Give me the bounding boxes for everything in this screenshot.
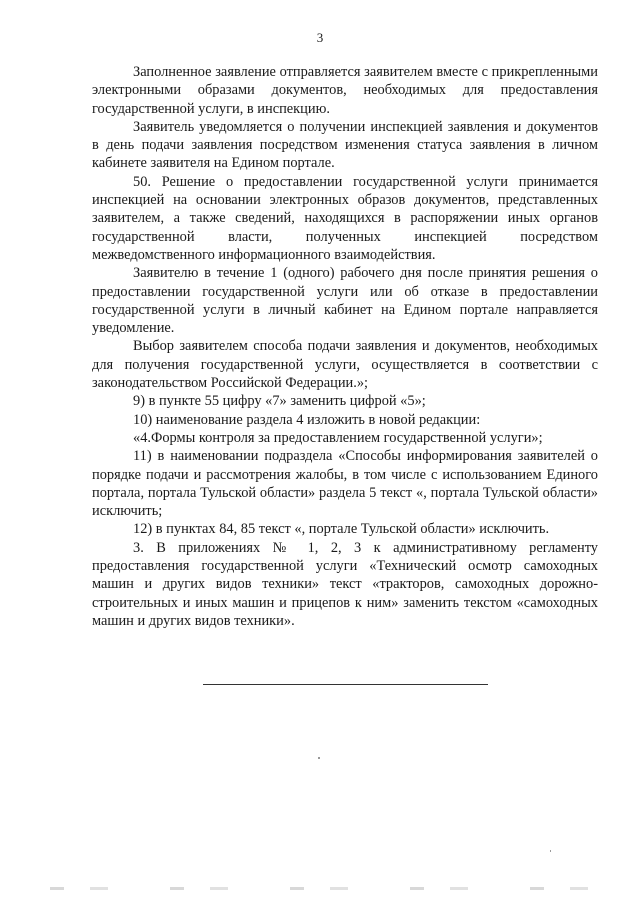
paragraph-notification: Заявителю в течение 1 (одного) рабочего дня после принятия решения о предоставлении государственной услуги или об отказе в предоставлении государственной услуги в личный кабинет на Едином портале направляется уведомление. (92, 265, 598, 337)
scan-speck (318, 757, 320, 759)
paragraph-item-9: 9) в пункте 55 цифру «7» заменить цифрой «5»; (133, 393, 426, 410)
paragraph-item-10: 10) наименование раздела 4 изложить в новой редакции: (133, 411, 481, 428)
paragraph-submission-method: Выбор заявителем способа подачи заявления и документов, необходимых для получения государственной услуги, осуществляется в соответствии с законодательством Российской Федерации.»; (92, 338, 598, 392)
paragraph-section-4-title: «4.Формы контроля за предоставлением государственной услуги»; (133, 429, 543, 446)
paragraph-decision-50: 50. Решение о предоставлении государственной услуги принимается инспекцией на основании электронных образов документов, представленных заявителем, а также сведений, находящихся в распоряжении иных органов государственной власти, полученных инспекцией посредством межведомственного информационного взаимодействия. (92, 173, 598, 263)
document-body (92, 63, 598, 630)
paragraph-appendices-3: 3. В приложениях № 1, 2, 3 к административному регламенту предоставления государственной услуги «Технический осмотр самоходных машин и других видов техники» текст «тракторов, самоходных дорожно-строительных и иных машин и прицепов к ним» заменить текстом «самоходных машин и других видов техники». (92, 539, 598, 629)
paragraph-item-12: 12) в пунктах 84, 85 текст «, портале Тульской области» исключить. (133, 521, 550, 538)
paragraph-item-11: 11) в наименовании подраздела «Способы информирования заявителей о порядке подачи и рассмотрения жалобы, в том числе с использованием Единого портала, портала Тульской области» раздела 5 текст «, портала Тульской области» исключить; (92, 448, 598, 520)
paragraph-applicant-notified: Заявитель уведомляется о получении инспекцией заявления и документов в день подачи заявления посредством изменения статуса заявления в личном кабинете заявителя на Едином портале. (92, 118, 598, 172)
page-number: 3 (316, 30, 324, 45)
scan-artifact-strip (50, 887, 590, 890)
scan-speck (550, 850, 551, 852)
paragraph-application-sent: Заполненное заявление отправляется заявителем вместе с прикрепленными электронными образами документов, необходимых для предоставления государственной услуги, в инспекцию. (92, 64, 598, 117)
end-divider (203, 684, 488, 685)
